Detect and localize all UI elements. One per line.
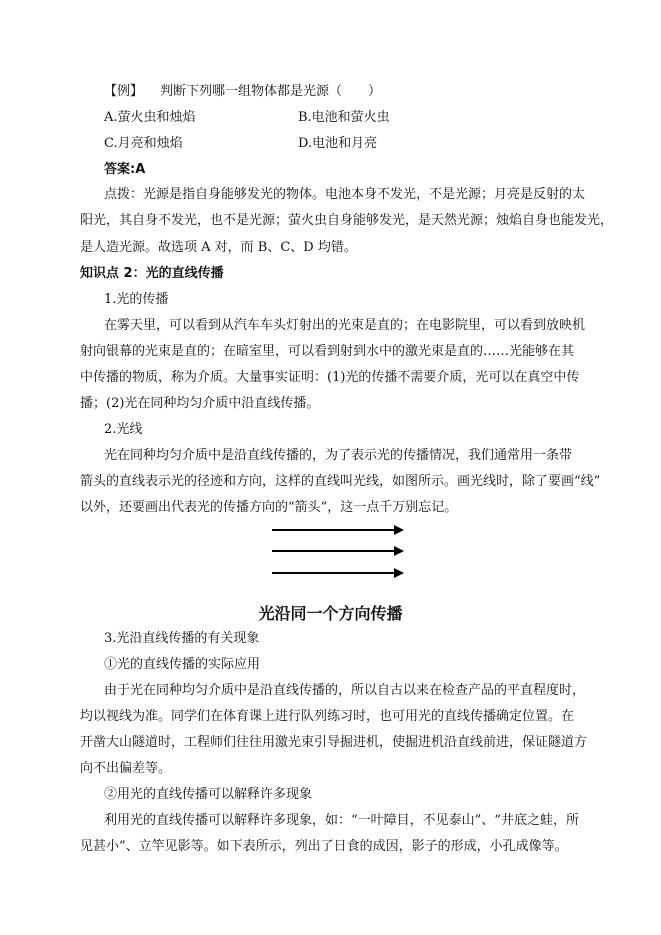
- subsection-title-2: 2.光线: [104, 422, 143, 437]
- paragraph-line: 均以视线为准。同学们在体育课上进行队列练习时，也可用光的直线传播确定位置。在: [80, 709, 575, 724]
- paragraph-line: 开凿大山隧道时，工程师们往往用激光束引导掘进机，使掘进机沿直线前进，保证隧道方: [80, 735, 588, 750]
- paragraph-line: 中传播的物质，称为介质。大量事实证明：(1)光的传播不需要介质，光可以在真空中传: [80, 370, 580, 385]
- option-d: D.电池和月亮: [298, 136, 378, 151]
- tip-line: 阳光，其自身不发光，也不是光源；萤火虫自身能够发光，是天然光源；烛焰自身也能发光，: [80, 213, 614, 228]
- paragraph-line: 播；(2)光在同种均匀介质中沿直线传播。: [80, 396, 320, 411]
- light-ray: [272, 568, 404, 578]
- subsection-title-3: 3.光沿直线传播的有关现象: [104, 631, 260, 646]
- paragraph-line: 箭头的直线表示光的径迹和方向，这样的直线叫光线，如图所示。画光线时，除了要画“线”: [80, 474, 601, 489]
- example-question: 判断下列哪一组物体都是光源（ ）: [160, 84, 382, 99]
- option-c: C.月亮和烛焰: [104, 136, 183, 151]
- paragraph-line: 在雾天里，可以看到从汽车车头灯射出的光束是直的；在电影院里，可以看到放映机: [104, 318, 586, 333]
- option-b: B.电池和萤火虫: [298, 110, 390, 125]
- paragraph-line: 由于光在同种均匀介质中是沿直线传播的，所以自古以来在检查产品的平直程度时，: [104, 683, 586, 698]
- option-a: A.萤火虫和烛焰: [104, 110, 196, 125]
- paragraph-line: 见甚小”、立竿见影等。如下表所示，列出了日食的成因，影子的形成，小孔成像等。: [80, 839, 568, 854]
- subsection-sub-2: ②用光的直线传播可以解释许多现象: [104, 787, 313, 802]
- example-label: 【例】: [104, 84, 144, 99]
- section-heading: 知识点 2：光的直线传播: [80, 266, 224, 281]
- paragraph-line: 利用光的直线传播可以解释许多现象，如：“一叶障目，不见泰山”、“井底之蛙，所: [104, 813, 579, 828]
- paragraph-line: 向不出偏差等。: [80, 761, 172, 776]
- light-ray: [272, 525, 404, 535]
- figure-caption: 光沿同一个方向传播: [258, 604, 403, 623]
- subsection-sub-1: ①光的直线传播的实际应用: [104, 657, 261, 672]
- paragraph-line: 射向银幕的光束是直的；在暗室里，可以看到射到水中的激光束是直的……光能够在其: [80, 344, 575, 359]
- tip-line: 是人造光源。故选项 A 对，而 B、C、D 均错。: [80, 240, 357, 255]
- paragraph-line: 光在同种均匀介质中是沿直线传播的，为了表示光的传播情况，我们通常用一条带: [104, 448, 573, 463]
- answer: 答案:A: [104, 162, 146, 177]
- light-ray: [272, 546, 404, 556]
- subsection-title-1: 1.光的传播: [104, 292, 169, 307]
- paragraph-line: 以外，还要画出代表光的传播方向的“箭头”，这一点千万别忘记。: [80, 500, 458, 515]
- light-rays-figure: [268, 520, 408, 580]
- tip-line: 点拨：光源是指自身能够发光的物体。电池本身不发光，不是光源；月亮是反射的太: [104, 187, 586, 202]
